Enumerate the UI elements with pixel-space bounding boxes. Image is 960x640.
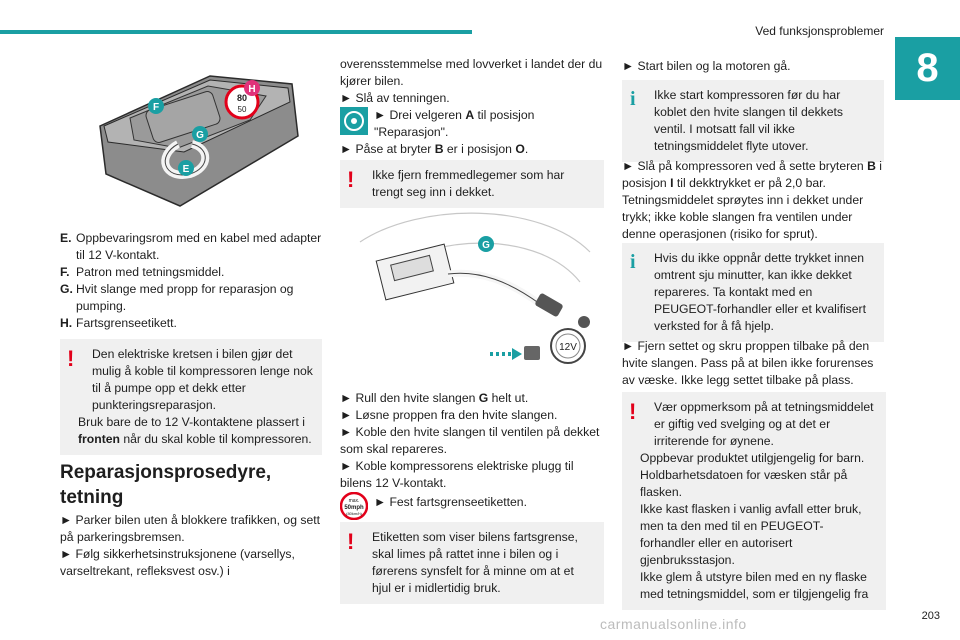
info-icon: i <box>630 88 636 110</box>
step-remove-cap: ► Løsne proppen fra den hvite slangen. <box>340 408 558 422</box>
svg-text:H: H <box>248 84 256 95</box>
step-attach-sticker: ► Fest fartsgrenseetiketten. <box>374 495 527 509</box>
label-badge-f <box>148 98 164 114</box>
procedure-heading: Reparasjonsprosedyre, tetning <box>60 462 272 508</box>
warning-box-sticker: ! Etiketten som viser bilens fartsgrense, skal limes på rattet inne i bilen og i førerens synsfelt for å minne om at et hjul er i midlertidig bruk. <box>340 522 604 604</box>
info-icon: i <box>630 251 636 273</box>
legend-list <box>60 230 322 332</box>
step-remove-kit: ► Fjern settet og skru proppen tilbake på den hvite slangen. Pass på at bilen ikke forurenses av væske. Ikke legg settet tilbake på plass. <box>622 339 874 387</box>
label-badge-e <box>178 160 194 176</box>
svg-text:E: E <box>182 164 190 175</box>
hose-and-plug-illustration <box>340 212 604 372</box>
svg-text:G: G <box>196 130 204 141</box>
speed-sticker-icon <box>340 492 368 520</box>
legend-item: G. Hvit slange med propp for reparasjon og pumping. <box>60 282 294 313</box>
svg-text:max.: max. <box>348 498 360 504</box>
label-badge-g <box>478 236 494 252</box>
svg-text:(80km/h): (80km/h) <box>346 511 362 516</box>
step-dial: ► Drei velgeren A til posisjon "Reparasjon". <box>374 108 535 139</box>
warning-icon: ! <box>67 346 75 371</box>
legend-item: H. Fartsgrenseetikett. <box>60 316 177 330</box>
plug-12v-label: 12V <box>559 342 577 353</box>
header-bar <box>0 30 472 34</box>
warning-box-foreign-objects: ! Ikke fjern fremmedlegemer som har trengt seg inn i dekket. <box>340 160 604 208</box>
svg-text:F: F <box>152 102 160 113</box>
info-box-compressor: i Ikke start kompressoren før du har koblet den hvite slangen til dekkets ventil. I motsatt fall vil ikke tetningsmiddelet flyte utover. <box>622 80 884 162</box>
svg-text:50mph: 50mph <box>344 505 364 511</box>
step-park: ► Parker bilen uten å blokkere trafikken, og sett på parkeringsbremsen. <box>60 513 321 544</box>
step-switch: ► Påse at bryter B er i posisjon O. <box>340 142 529 156</box>
warning-icon: ! <box>629 399 637 424</box>
warning-icon: ! <box>347 529 355 554</box>
info-box-pressure: i Hvis du ikke oppnår dette trykket innen omtrent sju minutter, kan ikke dekket repareres. Ta kontakt med en PEUGEOT-forhandler eller et kvalifisert verksted for å få hjelp. <box>622 243 884 342</box>
step-switch-on-compressor: ► Slå på kompressoren ved å sette bryteren B i posisjon I til dekktrykket er på 2,0 bar. Tetningsmiddelet sprøytes inn i dekket under trykk; ikke koble slangen fra ventilen under denne operasjonen (risiko for sprut). <box>622 159 883 241</box>
step-roll-hose: ► Rull den hvite slangen G helt ut. <box>340 391 529 405</box>
warning-icon: ! <box>347 167 355 192</box>
sticker-speed-bottom: 50 <box>237 105 247 114</box>
legend-item: E. Oppbevaringsrom med en kabel med adapter til 12 V-kontakt. <box>60 231 322 262</box>
svg-text:G: G <box>482 240 490 251</box>
chapter-number: 8 <box>895 37 960 100</box>
label-badge-g <box>192 126 208 142</box>
page-number: 203 <box>921 610 940 622</box>
section-title: Ved funksjonsproblemer <box>755 24 884 38</box>
steps-col1 <box>60 512 322 580</box>
legend-item: F. Patron med tetningsmiddel. <box>60 265 225 279</box>
repair-dial-icon <box>340 107 368 135</box>
sticker-speed-top: 80 <box>236 93 248 103</box>
step-safety: ► Følg sikkerhetsinstruksjonene (varsellys, varseltrekant, refleksvest osv.) i <box>60 547 295 578</box>
step-connect-valve: ► Koble den hvite slangen til ventilen på dekket som skal repareres. <box>340 425 600 456</box>
label-badge-h <box>244 80 260 96</box>
step-ignition: ► Slå av tenningen. <box>340 91 450 105</box>
watermark: carmanualsonline.info <box>600 616 747 632</box>
step-connect-plug: ► Koble kompressorens elektriske plugg til bilens 12 V-kontakt. <box>340 459 574 490</box>
warning-box-sealant: ! Vær oppmerksom på at tetningsmiddelet er giftig ved svelging og at det er irriterende for øynene. Oppbevar produktet utilgjengelig for barn. Holdbarhetsdatoen for væsken står på flasken. Ikke kast flasken i vanlig avfall etter bruk, men ta den med til en PEUGEOT-forhandler eller en autorisert gjenbruksstasjon. Ikke glem å utstyre bilen med en ny flaske med tetningsmiddel, som er tilgjengelig fra <box>622 392 886 610</box>
continued-text: overensstemmelse med lovverket i landet der du kjører bilen. <box>340 57 603 88</box>
step-start-engine: ► Start bilen og la motoren gå. <box>622 59 791 73</box>
compressor-kit-illustration <box>60 56 322 216</box>
warning-box-electric: ! Den elektriske kretsen i bilen gjør det mulig å koble til kompressoren lenge nok til å pumpe opp et dekk etter punkteringsreparasjon. Bruk bare de to 12 V-kontaktene plassert i fronten når du skal koble til kompressoren. <box>60 339 322 455</box>
